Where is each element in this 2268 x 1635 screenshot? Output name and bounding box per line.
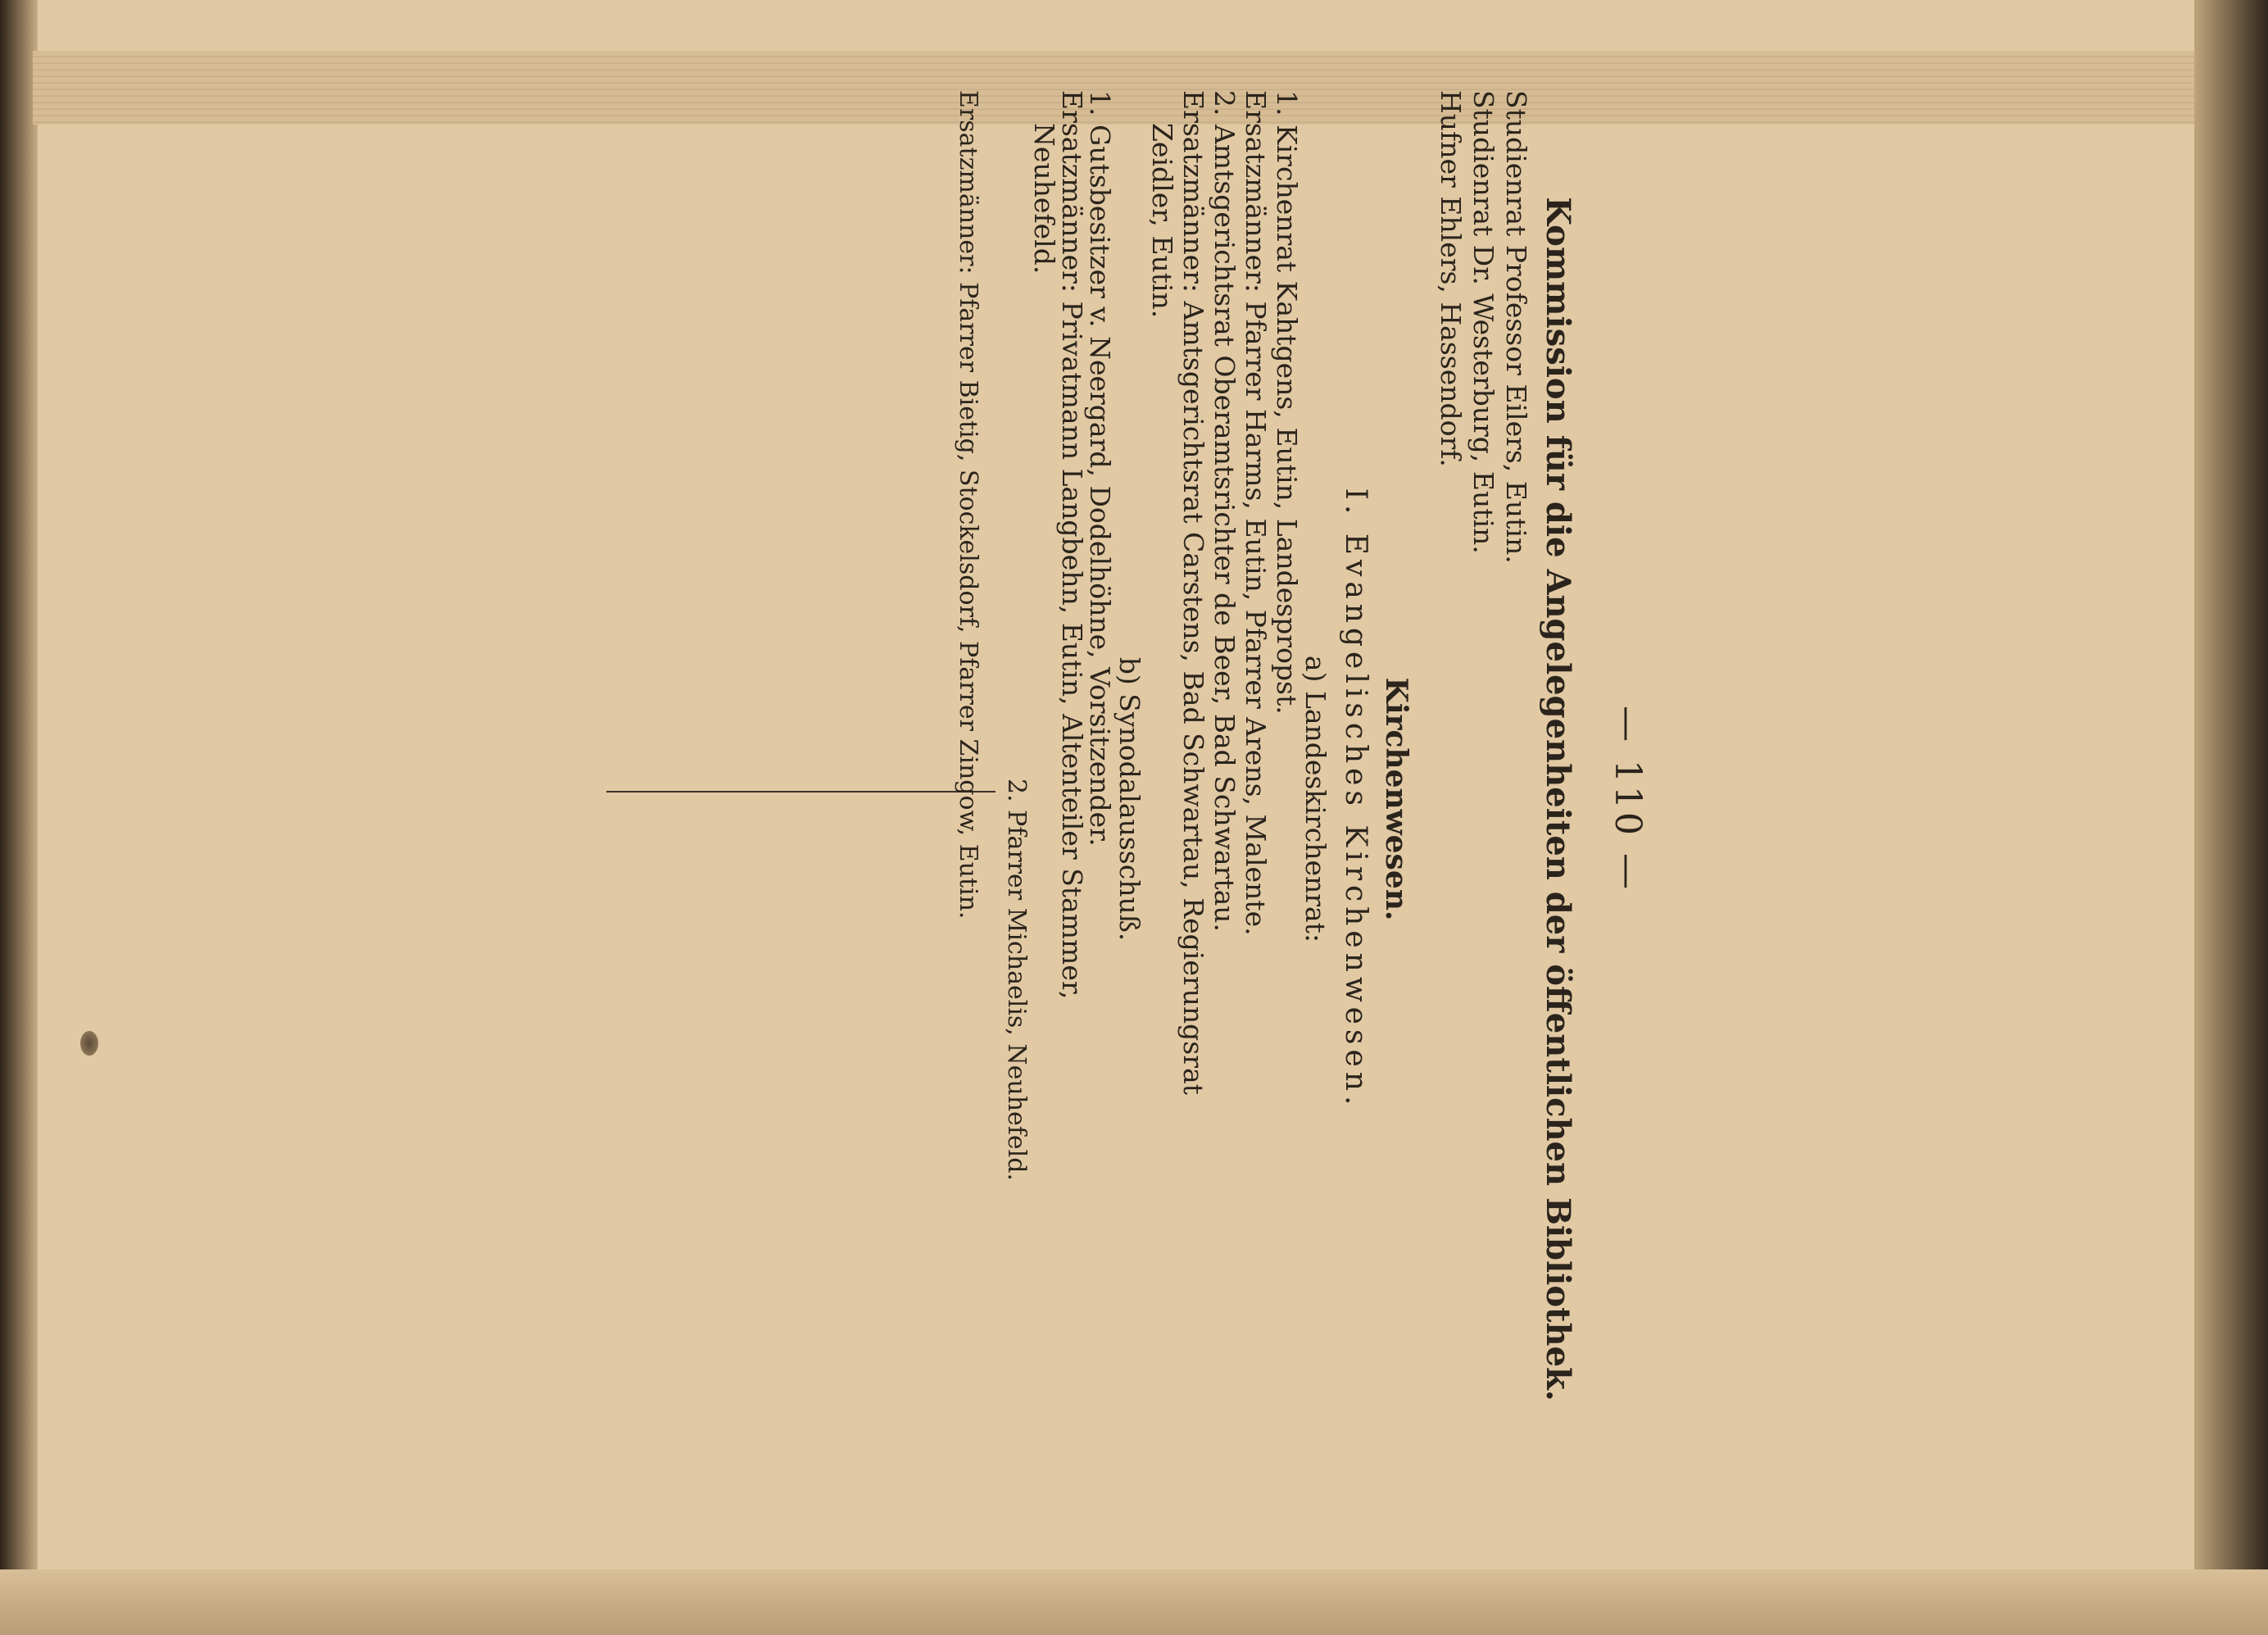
church-heading: Kirchenwesen. — [1379, 677, 1413, 921]
page-number: — 110 — — [1607, 706, 1649, 892]
library-member: Hufner Ehlers, Hassendorf. — [1435, 90, 1467, 467]
library-heading: Kommission für die Angelegenheiten der öffentlichen Bibliothek. — [1539, 197, 1577, 1401]
landeskirchenrat-line: 1. Kirchenrat Kahtgens, Eutin, Landespropst. — [1271, 90, 1303, 715]
synodalausschuss-line: Ersatzmänner: Pfarrer Bietig, Stockelsdorf, Pfarrer Zingow, Eutin. — [954, 90, 982, 920]
library-member: Studienrat Dr. Westerburg, Eutin. — [1467, 90, 1499, 554]
synodalausschuss-line: 1. Gutsbesitzer v. Neergard, Dodelhöhne, Vorsitzender. — [1084, 90, 1116, 847]
landessynode-left-column — [606, 41, 983, 920]
page-stack-bottom — [0, 1569, 2268, 1635]
landeskirchenrat-line: Ersatzmänner: Pfarrer Harms, Eutin, Pfarrer Arens, Malente. — [1240, 90, 1272, 936]
landeskirchenrat-heading: a) Landeskirchenrat: — [1300, 655, 1331, 943]
book-binding-edge — [0, 0, 38, 1635]
synodalausschuss-line: 2. Pfarrer Michaelis, Neuhefeld. — [1002, 779, 1031, 1181]
landeskirchenrat-line: Zeidler, Eutin. — [1146, 123, 1178, 319]
synodalausschuss-line: Ersatzmänner: Privatmann Langbehn, Eutin, Altenteiler Stammer, — [1056, 90, 1088, 1000]
column-divider — [606, 791, 996, 793]
synodalausschuss-heading: b) Synodalausschuß. — [1114, 656, 1145, 942]
church-section-heading: I. Evangelisches Kirchenwesen. — [1339, 488, 1372, 1110]
landeskirchenrat-line: Ersatzmänner: Amtsgerichtsrat Carstens, Bad Schwartau, Regierungsrat — [1177, 90, 1209, 1095]
book-cover-edge — [2194, 0, 2268, 1635]
ink-spot — [80, 1031, 98, 1056]
landeskirchenrat-line: 2. Amtsgerichtsrat Oberamtsrichter de Beer, Bad Schwartau. — [1209, 90, 1241, 933]
rotated-text-block — [606, 41, 1663, 1557]
library-member: Studienrat Professor Eilers, Eutin. — [1500, 90, 1532, 564]
synodalausschuss-line: Neuhefeld. — [1028, 123, 1060, 275]
